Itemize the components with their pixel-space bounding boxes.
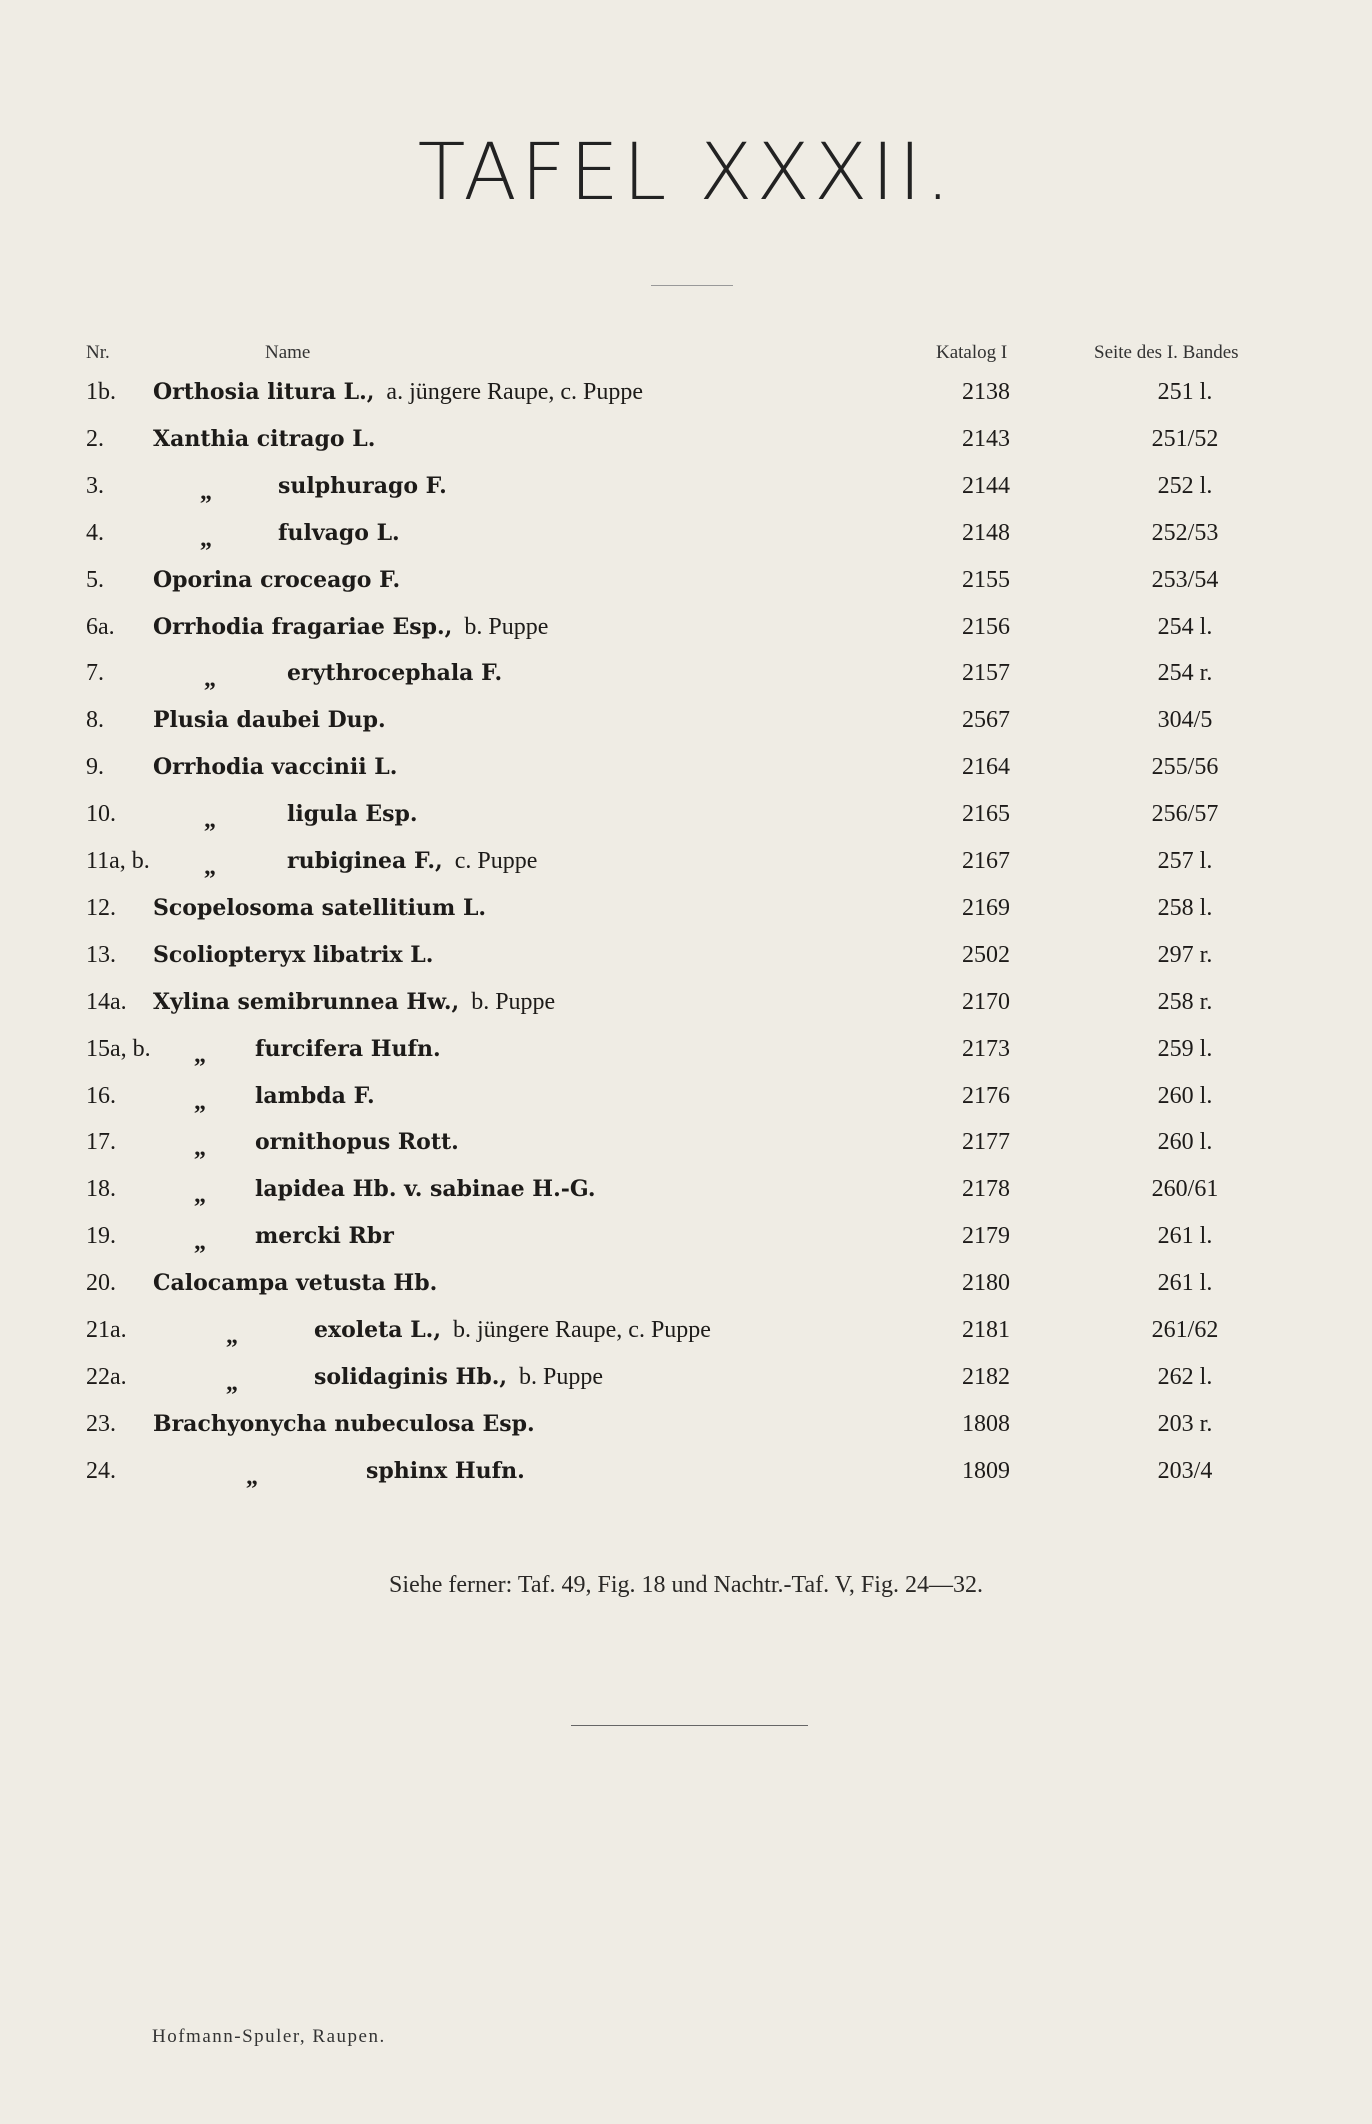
table-row xyxy=(0,1364,1372,1404)
row-number: 16. xyxy=(86,1082,116,1109)
page-reference: 262 l. xyxy=(1157,1363,1213,1390)
page-reference: 260/61 xyxy=(1151,1176,1219,1203)
species-name-bold: furcifera Hufn. xyxy=(255,1035,441,1062)
ditto-mark: „ xyxy=(200,478,212,505)
species-name xyxy=(153,426,375,453)
species-name-bold: Plusia daubei Dup. xyxy=(153,707,386,734)
row-number: 13. xyxy=(86,941,116,968)
species-name-bold: mercki Rbr xyxy=(255,1223,394,1250)
ditto-mark: „ xyxy=(194,1135,206,1162)
row-number: 14a. xyxy=(86,988,127,1015)
table-row xyxy=(0,1270,1372,1310)
row-number: 8. xyxy=(86,707,104,734)
species-name xyxy=(287,660,502,687)
table-row xyxy=(0,1176,1372,1216)
row-number: 22a. xyxy=(86,1363,127,1390)
katalog-number: 2173 xyxy=(962,1035,1010,1062)
species-name xyxy=(278,520,400,547)
species-name-bold: fulvago L. xyxy=(278,519,400,546)
species-name-bold: solidaginis Hb., xyxy=(314,1363,508,1390)
species-name xyxy=(366,1458,525,1485)
species-name xyxy=(153,567,400,594)
species-name xyxy=(255,1176,596,1203)
page-reference: 251 l. xyxy=(1157,379,1213,405)
katalog-number: 2180 xyxy=(962,1270,1010,1297)
row-number: 5. xyxy=(86,566,104,593)
table-row xyxy=(0,473,1372,513)
table-row xyxy=(0,895,1372,935)
row-number: 23. xyxy=(86,1410,116,1437)
table-row xyxy=(0,1129,1372,1169)
species-name-bold: Calocampa vetusta Hb. xyxy=(153,1270,438,1297)
katalog-number: 1809 xyxy=(962,1457,1010,1484)
page-reference: 261 l. xyxy=(1157,1270,1213,1297)
species-name xyxy=(287,801,418,828)
species-name xyxy=(153,614,548,641)
bottom-divider xyxy=(571,1725,808,1726)
ditto-mark: „ xyxy=(200,525,212,552)
row-number: 1b. xyxy=(86,379,116,405)
page-reference: 260 l. xyxy=(1157,1082,1213,1109)
page-reference: 253/54 xyxy=(1151,566,1219,593)
row-number: 4. xyxy=(86,519,104,546)
table-row xyxy=(0,1317,1372,1357)
table-row xyxy=(0,848,1372,888)
species-stages: c. Puppe xyxy=(454,848,538,874)
katalog-number: 1808 xyxy=(962,1410,1010,1437)
species-name xyxy=(255,1129,459,1156)
species-name-bold: Orrhodia vaccinii L. xyxy=(153,754,398,781)
katalog-number: 2170 xyxy=(962,988,1010,1015)
species-stages: a. jüngere Raupe, c. Puppe xyxy=(386,379,644,405)
table-row xyxy=(0,1458,1372,1498)
species-name xyxy=(153,895,486,922)
page-reference: 304/5 xyxy=(1157,707,1213,734)
row-number: 6a. xyxy=(86,613,115,640)
page-reference: 254 r. xyxy=(1157,660,1213,687)
row-number: 15a, b. xyxy=(86,1035,151,1062)
page-reference: 261/62 xyxy=(1151,1317,1219,1343)
katalog-number: 2169 xyxy=(962,894,1010,921)
table-row xyxy=(0,614,1372,654)
table-row xyxy=(0,754,1372,794)
katalog-number: 2502 xyxy=(962,941,1010,968)
species-name-bold: Orrhodia fragariae Esp., xyxy=(153,613,453,640)
footer-credit: Hofmann-Spuler, Raupen. xyxy=(152,2026,386,2047)
species-name xyxy=(153,1270,437,1297)
table-row xyxy=(0,426,1372,466)
katalog-number: 2148 xyxy=(962,519,1010,546)
katalog-number: 2164 xyxy=(962,754,1010,781)
species-name-bold: Scoliopteryx libatrix L. xyxy=(153,941,434,968)
table-row xyxy=(0,379,1372,419)
katalog-number: 2182 xyxy=(962,1363,1010,1390)
row-number: 17. xyxy=(86,1129,116,1156)
page-reference: 297 r. xyxy=(1157,941,1213,968)
header-name: Name xyxy=(265,342,311,363)
ditto-mark: „ xyxy=(204,854,216,880)
species-name-bold: erythrocephala F. xyxy=(287,660,503,687)
row-number: 20. xyxy=(86,1270,116,1297)
ditto-mark: „ xyxy=(204,666,216,693)
page-reference: 257 l. xyxy=(1157,848,1213,874)
katalog-number: 2157 xyxy=(962,660,1010,687)
table-row xyxy=(0,567,1372,607)
species-name xyxy=(153,754,397,781)
species-name-bold: Oporina croceago F. xyxy=(153,566,401,593)
katalog-number: 2156 xyxy=(962,613,1010,640)
species-name xyxy=(153,942,433,969)
ditto-mark: „ xyxy=(204,807,216,834)
table-row xyxy=(0,1223,1372,1263)
page-reference: 203 r. xyxy=(1157,1410,1213,1437)
species-name-bold: Brachyonycha nubeculosa Esp. xyxy=(153,1410,535,1437)
katalog-number: 2155 xyxy=(962,566,1010,593)
ditto-mark: „ xyxy=(194,1088,206,1115)
species-name xyxy=(153,1411,535,1438)
see-also-note: Siehe ferner: Taf. 49, Fig. 18 und Nachtr.-Taf. V, Fig. 24—32. xyxy=(389,1572,983,1598)
katalog-number: 2144 xyxy=(962,472,1010,499)
ditto-mark: „ xyxy=(226,1323,238,1349)
species-name-bold: Orthosia litura L., xyxy=(153,379,375,405)
header-nr: Nr. xyxy=(86,342,110,363)
table-row xyxy=(0,1411,1372,1451)
table-row xyxy=(0,520,1372,560)
species-name-bold: ligula Esp. xyxy=(287,801,418,828)
species-name xyxy=(287,848,537,875)
species-name-bold: Xanthia citrago L. xyxy=(153,425,376,452)
page-reference: 203/4 xyxy=(1157,1457,1213,1484)
species-name-bold: lambda F. xyxy=(255,1082,375,1109)
row-number: 2. xyxy=(86,425,104,452)
species-name xyxy=(255,1223,394,1250)
page-reference: 258 l. xyxy=(1157,894,1213,921)
table-row xyxy=(0,660,1372,700)
species-name-bold: exoleta L., xyxy=(314,1317,442,1343)
species-stages: b. jüngere Raupe, c. Puppe xyxy=(453,1317,711,1343)
species-name xyxy=(314,1364,603,1391)
row-number: 10. xyxy=(86,801,116,828)
katalog-number: 2176 xyxy=(962,1082,1010,1109)
row-number: 12. xyxy=(86,894,116,921)
katalog-number: 2167 xyxy=(962,848,1010,874)
row-number: 9. xyxy=(86,754,104,781)
species-name xyxy=(314,1317,711,1344)
species-stages: b. Puppe xyxy=(471,988,556,1015)
page-reference: 256/57 xyxy=(1151,801,1219,828)
species-name-bold: sulphurago F. xyxy=(278,472,447,499)
species-name-bold: Scopelosoma satellitium L. xyxy=(153,894,487,921)
katalog-number: 2179 xyxy=(962,1223,1010,1250)
species-name xyxy=(255,1083,375,1110)
table-row xyxy=(0,1083,1372,1123)
table-row xyxy=(0,801,1372,841)
species-name-bold: rubiginea F., xyxy=(287,848,443,874)
header-katalog: Katalog I xyxy=(936,342,1008,363)
page-reference: 254 l. xyxy=(1157,613,1213,640)
row-number: 18. xyxy=(86,1176,116,1203)
ditto-mark: „ xyxy=(226,1369,238,1396)
ditto-mark: „ xyxy=(194,1041,206,1068)
page-reference: 252 l. xyxy=(1157,472,1213,499)
row-number: 3. xyxy=(86,472,104,499)
ditto-mark: „ xyxy=(246,1463,258,1490)
species-name-bold: ornithopus Rott. xyxy=(255,1129,459,1156)
species-name xyxy=(153,989,555,1016)
katalog-number: 2567 xyxy=(962,707,1010,734)
katalog-number: 2143 xyxy=(962,425,1010,452)
page-reference: 260 l. xyxy=(1157,1129,1213,1156)
header-seite: Seite des I. Bandes xyxy=(1094,342,1239,363)
table-row xyxy=(0,1036,1372,1076)
species-name-bold: lapidea Hb. v. sabinae H.-G. xyxy=(255,1176,596,1203)
title-divider xyxy=(651,285,733,286)
katalog-number: 2138 xyxy=(962,379,1010,405)
page-reference: 252/53 xyxy=(1151,519,1219,546)
katalog-number: 2178 xyxy=(962,1176,1010,1203)
species-name xyxy=(255,1036,441,1063)
page-reference: 258 r. xyxy=(1157,988,1213,1015)
katalog-number: 2181 xyxy=(962,1317,1010,1343)
species-name-bold: sphinx Hufn. xyxy=(366,1457,525,1484)
page-reference: 255/56 xyxy=(1151,754,1219,781)
ditto-mark: „ xyxy=(194,1229,206,1256)
row-number: 21a. xyxy=(86,1317,127,1343)
species-name xyxy=(278,473,447,500)
katalog-number: 2165 xyxy=(962,801,1010,828)
table-row xyxy=(0,707,1372,747)
page-reference: 251/52 xyxy=(1151,425,1219,452)
row-number: 7. xyxy=(86,660,104,687)
species-name xyxy=(153,379,643,406)
row-number: 11a, b. xyxy=(86,848,150,874)
page-reference: 259 l. xyxy=(1157,1035,1213,1062)
species-name-bold: Xylina semibrunnea Hw., xyxy=(153,988,460,1015)
species-stages: b. Puppe xyxy=(519,1363,604,1390)
table-row xyxy=(0,989,1372,1029)
page-title: TAFEL XXXII. xyxy=(417,128,955,218)
table-row xyxy=(0,942,1372,982)
katalog-number: 2177 xyxy=(962,1129,1010,1156)
row-number: 19. xyxy=(86,1223,116,1250)
species-stages: b. Puppe xyxy=(464,613,549,640)
page-reference: 261 l. xyxy=(1157,1223,1213,1250)
ditto-mark: „ xyxy=(194,1182,206,1209)
row-number: 24. xyxy=(86,1457,116,1484)
species-name xyxy=(153,707,386,734)
